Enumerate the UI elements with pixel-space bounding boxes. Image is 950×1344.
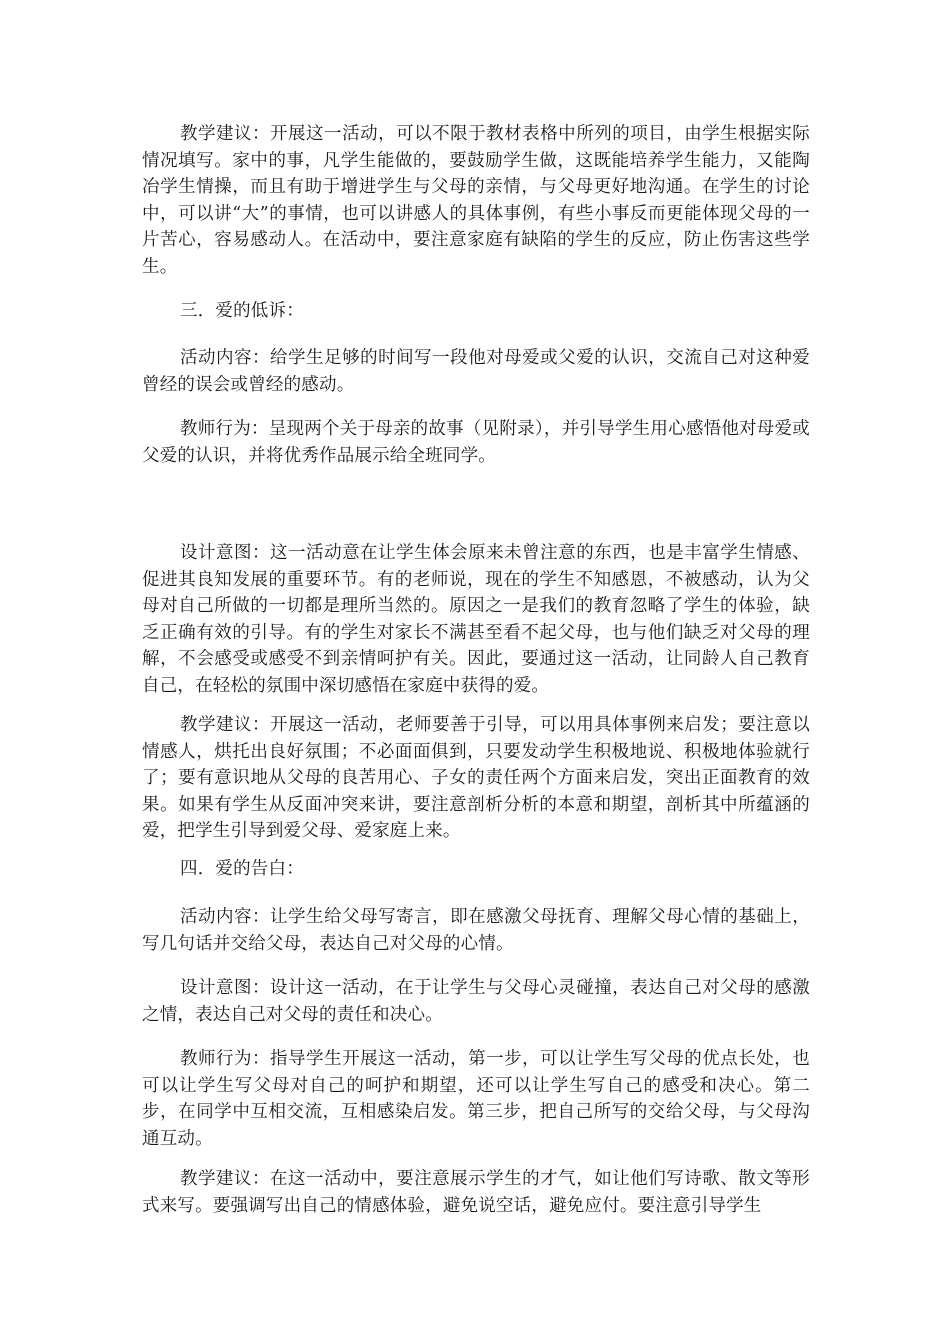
paragraph-design-intent-3: 设计意图：这一活动意在让学生体会原来未曾注意的东西，也是丰富学生情感、促进其良知发展的重要环节。有的老师说，现在的学生不知感恩，不被感动，认为父母对自己所做的一切都是理所当然的。原因之一是我们的教育忽略了学生的体验，缺乏正确有效的引导。有的学生对家长不满甚至看不起父母，也与他们缺乏对父母的理解，不会感受或感受不到亲情呵护有关。因此，要通过这一活动，让同龄人自己教育自己，在轻松的氛围中深切感悟在家庭中获得的爱。 <box>142 543 810 696</box>
paragraph-activity-content-3: 活动内容：给学生足够的时间写一段他对母爱或父爱的认识，交流自己对这种爱曾经的误会或曾经的感动。 <box>142 348 810 395</box>
section-heading-4: 四．爱的告白： <box>180 859 304 879</box>
paragraph-design-intent-4: 设计意图：设计这一活动，在于让学生与父母心灵碰撞，表达自己对父母的感激之情，表达自己对父母的责任和决心。 <box>142 978 810 1025</box>
paragraph-activity-content-4: 活动内容：让学生给父母写寄言，即在感激父母抚育、理解父母心情的基础上，写几句话并交给父母，表达自己对父母的心情。 <box>142 907 810 954</box>
paragraph-teaching-suggestion-3: 教学建议：开展这一活动，老师要善于引导，可以用具体事例来启发；要注意以情感人，烘托出良好氛围；不必面面俱到，只要发动学生积极地说、积极地体验就行了；要有意识地从父母的良苦用心、子女的责任两个方面来启发，突出正面教育的效果。如果有学生从反面冲突来讲，要注意剖析分析的本意和期望，剖析其中所蕴涵的爱，把学生引导到爱父母、爱家庭上来。 <box>142 715 810 841</box>
section-heading-3: 三．爱的低诉： <box>180 301 304 321</box>
paragraph-teaching-suggestion-1: 教学建议：开展这一活动，可以不限于教材表格中所列的项目，由学生根据实际情况填写。家中的事，凡学生能做的，要鼓励学生做，这既能培养学生能力，又能陶冶学生情操，而且有助于增进学生与父母的亲情，与父母更好地沟通。在学生的讨论中，可以讲“大”的事情，也可以讲感人的具体事例，有些小事反而更能体现父母的一片苦心，容易感动人。在活动中，要注意家庭有缺陷的学生的反应，防止伤害这些学生。 <box>142 124 810 277</box>
paragraph-teacher-behavior-3: 教师行为：呈现两个关于母亲的故事（见附录），并引导学生用心感悟他对母爱或父爱的认识，并将优秀作品展示给全班同学。 <box>142 419 810 466</box>
paragraph-teaching-suggestion-4: 教学建议：在这一活动中，要注意展示学生的才气，如让他们写诗歌、散文等形式来写。要强调写出自己的情感体验，避免说空话，避免应付。要注意引导学生 <box>142 1169 810 1216</box>
paragraph-teacher-behavior-4: 教师行为：指导学生开展这一活动，第一步，可以让学生写父母的优点长处，也可以让学生写父母对自己的呵护和期望，还可以让学生写自己的感受和决心。第二步，在同学中互相交流，互相感染启发。第三步，把自己所写的交给父母，与父母沟通互动。 <box>142 1049 810 1149</box>
